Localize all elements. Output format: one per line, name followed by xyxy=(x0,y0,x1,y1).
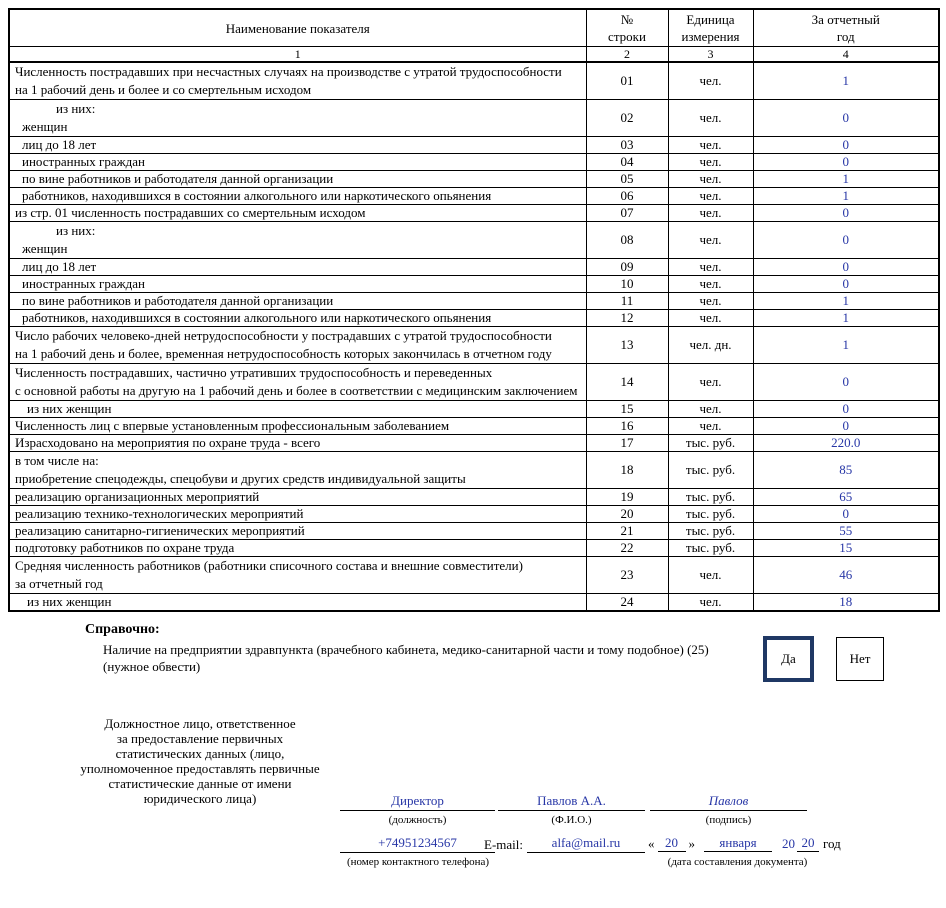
line-number-cell: 02 xyxy=(586,100,668,137)
unit-cell: чел. xyxy=(668,557,753,594)
reporting-year-value-cell[interactable]: 0 xyxy=(753,205,939,222)
unit-cell: тыс. руб. xyxy=(668,452,753,489)
table-row xyxy=(9,293,939,310)
table-row xyxy=(9,310,939,327)
healthpoint-option-no[interactable]: Нет xyxy=(836,637,884,681)
indicator-name-line: подготовку работников по охране труда xyxy=(15,540,235,555)
indicator-name-line: женщин xyxy=(22,119,68,134)
date-caption: (дата составления документа) xyxy=(667,856,808,868)
unit-cell: чел. xyxy=(668,188,753,205)
reporting-year-value-cell[interactable]: 1 xyxy=(753,62,939,100)
table-row xyxy=(9,171,939,188)
column-header-reporting-year: За отчетный год xyxy=(753,9,939,47)
unit-cell: тыс. руб. xyxy=(668,523,753,540)
table-row xyxy=(9,259,939,276)
indicator-name-line: приобретение спецодежды, спецобуви и других средств индивидуальной защиты xyxy=(15,471,466,486)
unit-cell: чел. xyxy=(668,276,753,293)
indicator-name-line: на 1 рабочий день и более и со смертельным исходом xyxy=(15,82,312,97)
unit-cell: чел. xyxy=(668,594,753,612)
indicator-name-cell xyxy=(9,523,586,540)
line-number-cell: 09 xyxy=(586,259,668,276)
healthpoint-option-yes[interactable]: Да xyxy=(763,636,814,682)
indicator-name-line: из них: xyxy=(56,223,96,238)
line-number-cell: 12 xyxy=(586,310,668,327)
table-row xyxy=(9,222,939,259)
fio-caption: (Ф.И.О.) xyxy=(551,814,592,826)
indicator-name-cell xyxy=(9,137,586,154)
indicator-name-cell xyxy=(9,310,586,327)
line-number-cell: 11 xyxy=(586,293,668,310)
reporting-year-value-cell[interactable]: 46 xyxy=(753,557,939,594)
column-header-line-no: № строки xyxy=(586,9,668,47)
line-number-cell: 06 xyxy=(586,188,668,205)
date-day-field[interactable]: 20 xyxy=(658,835,686,852)
unit-cell: чел. xyxy=(668,171,753,188)
indicator-name-cell xyxy=(9,557,586,594)
indicator-name-line: реализацию санитарно-гигиенических мероприятий xyxy=(15,523,305,538)
signature-field[interactable]: Павлов xyxy=(650,793,807,811)
reporting-year-value-cell[interactable]: 85 xyxy=(753,452,939,489)
unit-cell: чел. xyxy=(668,293,753,310)
indicator-name-line: Израсходовано на мероприятия по охране труда - всего xyxy=(15,435,321,450)
line-number-cell: 22 xyxy=(586,540,668,557)
table-row xyxy=(9,594,939,612)
reporting-year-value-cell[interactable]: 0 xyxy=(753,506,939,523)
fio-field[interactable]: Павлов А.А. xyxy=(498,793,645,811)
position-field[interactable]: Директор xyxy=(340,793,495,811)
unit-cell: чел. xyxy=(668,205,753,222)
injury-report-table xyxy=(8,8,940,612)
indicator-name-cell xyxy=(9,364,586,401)
indicator-name-line: иностранных граждан xyxy=(22,154,145,169)
unit-cell: тыс. руб. xyxy=(668,489,753,506)
reporting-year-value-cell[interactable]: 1 xyxy=(753,171,939,188)
indicator-name-line: из них женщин xyxy=(27,594,112,609)
indicator-name-cell xyxy=(9,418,586,435)
column-number: 3 xyxy=(668,47,753,63)
indicator-name-cell xyxy=(9,205,586,222)
reporting-year-value-cell[interactable]: 15 xyxy=(753,540,939,557)
table-row xyxy=(9,188,939,205)
indicator-name-line: лиц до 18 лет xyxy=(22,137,97,152)
unit-cell: тыс. руб. xyxy=(668,540,753,557)
signature-caption: (подпись) xyxy=(705,814,752,826)
indicator-name-cell xyxy=(9,259,586,276)
line-number-cell: 17 xyxy=(586,435,668,452)
indicator-name-cell xyxy=(9,154,586,171)
reporting-year-value-cell[interactable]: 0 xyxy=(753,100,939,137)
indicator-name-line: Численность пострадавших при несчастных случаях на производстве с утратой трудоспособности xyxy=(15,64,562,79)
indicator-name-cell xyxy=(9,401,586,418)
line-number-cell: 23 xyxy=(586,557,668,594)
table-row xyxy=(9,452,939,489)
indicator-name-line: иностранных граждан xyxy=(22,276,145,291)
reporting-year-value-cell[interactable]: 65 xyxy=(753,489,939,506)
indicator-name-cell xyxy=(9,293,586,310)
indicator-name-line: за отчетный год xyxy=(15,576,103,591)
table-row xyxy=(9,435,939,452)
line-number-cell: 19 xyxy=(586,489,668,506)
line-number-cell: 20 xyxy=(586,506,668,523)
line-number-cell: 14 xyxy=(586,364,668,401)
table-body xyxy=(9,62,939,611)
indicator-name-line: из стр. 01 численность пострадавших со смертельным исходом xyxy=(15,205,366,220)
unit-cell: чел. xyxy=(668,310,753,327)
unit-cell: тыс. руб. xyxy=(668,435,753,452)
indicator-name-line: реализацию технико-технологических мероприятий xyxy=(15,506,304,521)
unit-cell: чел. xyxy=(668,154,753,171)
reporting-year-value-cell[interactable]: 1 xyxy=(753,188,939,205)
indicator-name-line: Число рабочих человеко-дней нетрудоспособности у пострадавших с утратой трудоспособности xyxy=(15,328,552,343)
spravochno-line2: (нужное обвести) xyxy=(103,659,201,674)
indicator-name-cell xyxy=(9,452,586,489)
line-number-cell: 10 xyxy=(586,276,668,293)
indicator-name-cell xyxy=(9,327,586,364)
indicator-name-cell xyxy=(9,276,586,293)
line-number-cell: 04 xyxy=(586,154,668,171)
reporting-year-value-cell[interactable]: 55 xyxy=(753,523,939,540)
line-number-cell: 01 xyxy=(586,62,668,100)
table-row xyxy=(9,62,939,100)
indicator-name-line: женщин xyxy=(22,241,68,256)
unit-cell: чел. xyxy=(668,100,753,137)
reporting-year-value-cell[interactable]: 1 xyxy=(753,293,939,310)
table-row xyxy=(9,327,939,364)
table-row xyxy=(9,506,939,523)
table-row xyxy=(9,401,939,418)
indicator-name-line: лиц до 18 лет xyxy=(22,259,97,274)
unit-cell: чел. xyxy=(668,137,753,154)
indicator-name-cell xyxy=(9,171,586,188)
table-row xyxy=(9,540,939,557)
table-row xyxy=(9,557,939,594)
reporting-year-value-cell[interactable]: 18 xyxy=(753,594,939,612)
position-caption: (должность) xyxy=(388,814,447,826)
table-row xyxy=(9,100,939,137)
spravochno-title: Справочно: xyxy=(85,622,160,637)
indicator-name-cell xyxy=(9,100,586,137)
quote-open: « xyxy=(648,836,655,851)
reporting-year-value-cell[interactable]: 0 xyxy=(753,259,939,276)
column-header-unit: Единица измерения xyxy=(668,9,753,47)
reporting-year-value-cell[interactable]: 0 xyxy=(753,418,939,435)
indicator-name-line: в том числе на: xyxy=(15,453,99,468)
indicator-name-line: работников, находившихся в состоянии алкогольного или наркотического опьянения xyxy=(22,188,492,203)
indicator-name-cell xyxy=(9,506,586,523)
unit-cell: чел. xyxy=(668,418,753,435)
table-header-row xyxy=(9,9,939,47)
indicator-name-cell xyxy=(9,594,586,612)
indicator-name-cell xyxy=(9,222,586,259)
reporting-year-value-cell[interactable]: 0 xyxy=(753,154,939,171)
date-month-field[interactable]: января xyxy=(704,835,772,852)
line-number-cell: 05 xyxy=(586,171,668,188)
official-person-label: Должностное лицо, ответственное за предоставление первичных статистических данных (лицо, уполномоченное предоставлять первичные статистические данные от имени юридического лица) xyxy=(80,716,320,806)
indicator-name-line: с основной работы на другую на 1 рабочий день и более в соответствии с медицинским заключением xyxy=(15,383,578,398)
table-row xyxy=(9,137,939,154)
table-row xyxy=(9,205,939,222)
indicator-name-cell xyxy=(9,188,586,205)
spravochno-line1: Наличие на предприятии здравпункта (врачебного кабинета, медико-санитарной части и тому подобное) (25) xyxy=(103,642,709,657)
unit-cell: чел. xyxy=(668,259,753,276)
reporting-year-value-cell[interactable]: 0 xyxy=(753,222,939,259)
line-number-cell: 21 xyxy=(586,523,668,540)
indicator-name-line: на 1 рабочий день и более, временная нетрудоспособность которых закончилась в отчетном году xyxy=(15,346,552,361)
column-header-indicator: Наименование показателя xyxy=(9,9,586,47)
line-number-cell: 18 xyxy=(586,452,668,489)
email-label: E-mail: xyxy=(484,837,523,852)
unit-cell: тыс. руб. xyxy=(668,506,753,523)
date-year-word: год xyxy=(823,836,841,851)
line-number-cell: 24 xyxy=(586,594,668,612)
line-number-cell: 08 xyxy=(586,222,668,259)
indicator-name-cell xyxy=(9,62,586,100)
indicator-name-cell xyxy=(9,489,586,506)
column-number: 2 xyxy=(586,47,668,63)
line-number-cell: 13 xyxy=(586,327,668,364)
date-century: 20 xyxy=(782,836,795,851)
quote-close: » xyxy=(688,836,695,851)
indicator-name-line: из них женщин xyxy=(27,401,112,416)
column-number: 1 xyxy=(9,47,586,63)
reporting-year-value-cell[interactable]: 0 xyxy=(753,401,939,418)
indicator-name-cell xyxy=(9,435,586,452)
phone-caption: (номер контактного телефона) xyxy=(346,856,490,868)
document-date xyxy=(645,835,841,852)
indicator-name-cell xyxy=(9,540,586,557)
reporting-year-value-cell[interactable]: 1 xyxy=(753,327,939,364)
indicator-name-line: работников, находившихся в состоянии алкогольного или наркотического опьянения xyxy=(22,310,492,325)
indicator-name-line: по вине работников и работодателя данной организации xyxy=(22,171,334,186)
indicator-name-line: из них: xyxy=(56,101,96,116)
indicator-name-line: по вине работников и работодателя данной организации xyxy=(22,293,334,308)
table-row xyxy=(9,154,939,171)
unit-cell: чел. xyxy=(668,62,753,100)
line-number-cell: 16 xyxy=(586,418,668,435)
table-row xyxy=(9,418,939,435)
indicator-name-line: Средняя численность работников (работники списочного состава и внешние совместители) xyxy=(15,558,523,573)
indicator-name-line: Численность пострадавших, частично утративших трудоспособность и переведенных xyxy=(15,365,493,380)
unit-cell: чел. дн. xyxy=(668,327,753,364)
indicator-name-line: Численность лиц с впервые установленным профессиональным заболеванием xyxy=(15,418,450,433)
column-numbers-row xyxy=(9,47,939,63)
column-number: 4 xyxy=(753,47,939,63)
line-number-cell: 15 xyxy=(586,401,668,418)
line-number-cell: 03 xyxy=(586,137,668,154)
unit-cell: чел. xyxy=(668,222,753,259)
unit-cell: чел. xyxy=(668,364,753,401)
phone-field[interactable]: +74951234567 xyxy=(340,835,495,853)
table-row xyxy=(9,276,939,293)
line-number-cell: 07 xyxy=(586,205,668,222)
email-field[interactable]: alfa@mail.ru xyxy=(527,835,645,853)
reporting-year-value-cell[interactable]: 0 xyxy=(753,364,939,401)
table-row xyxy=(9,364,939,401)
reporting-year-value-cell[interactable]: 220.0 xyxy=(753,435,939,452)
reporting-year-value-cell[interactable]: 1 xyxy=(753,310,939,327)
table-row xyxy=(9,523,939,540)
reporting-year-value-cell[interactable]: 0 xyxy=(753,137,939,154)
unit-cell: чел. xyxy=(668,401,753,418)
date-year-field[interactable]: 20 xyxy=(797,835,819,852)
table-row xyxy=(9,489,939,506)
indicator-name-line: реализацию организационных мероприятий xyxy=(15,489,260,504)
reporting-year-value-cell[interactable]: 0 xyxy=(753,276,939,293)
spravochno-text xyxy=(103,641,763,675)
